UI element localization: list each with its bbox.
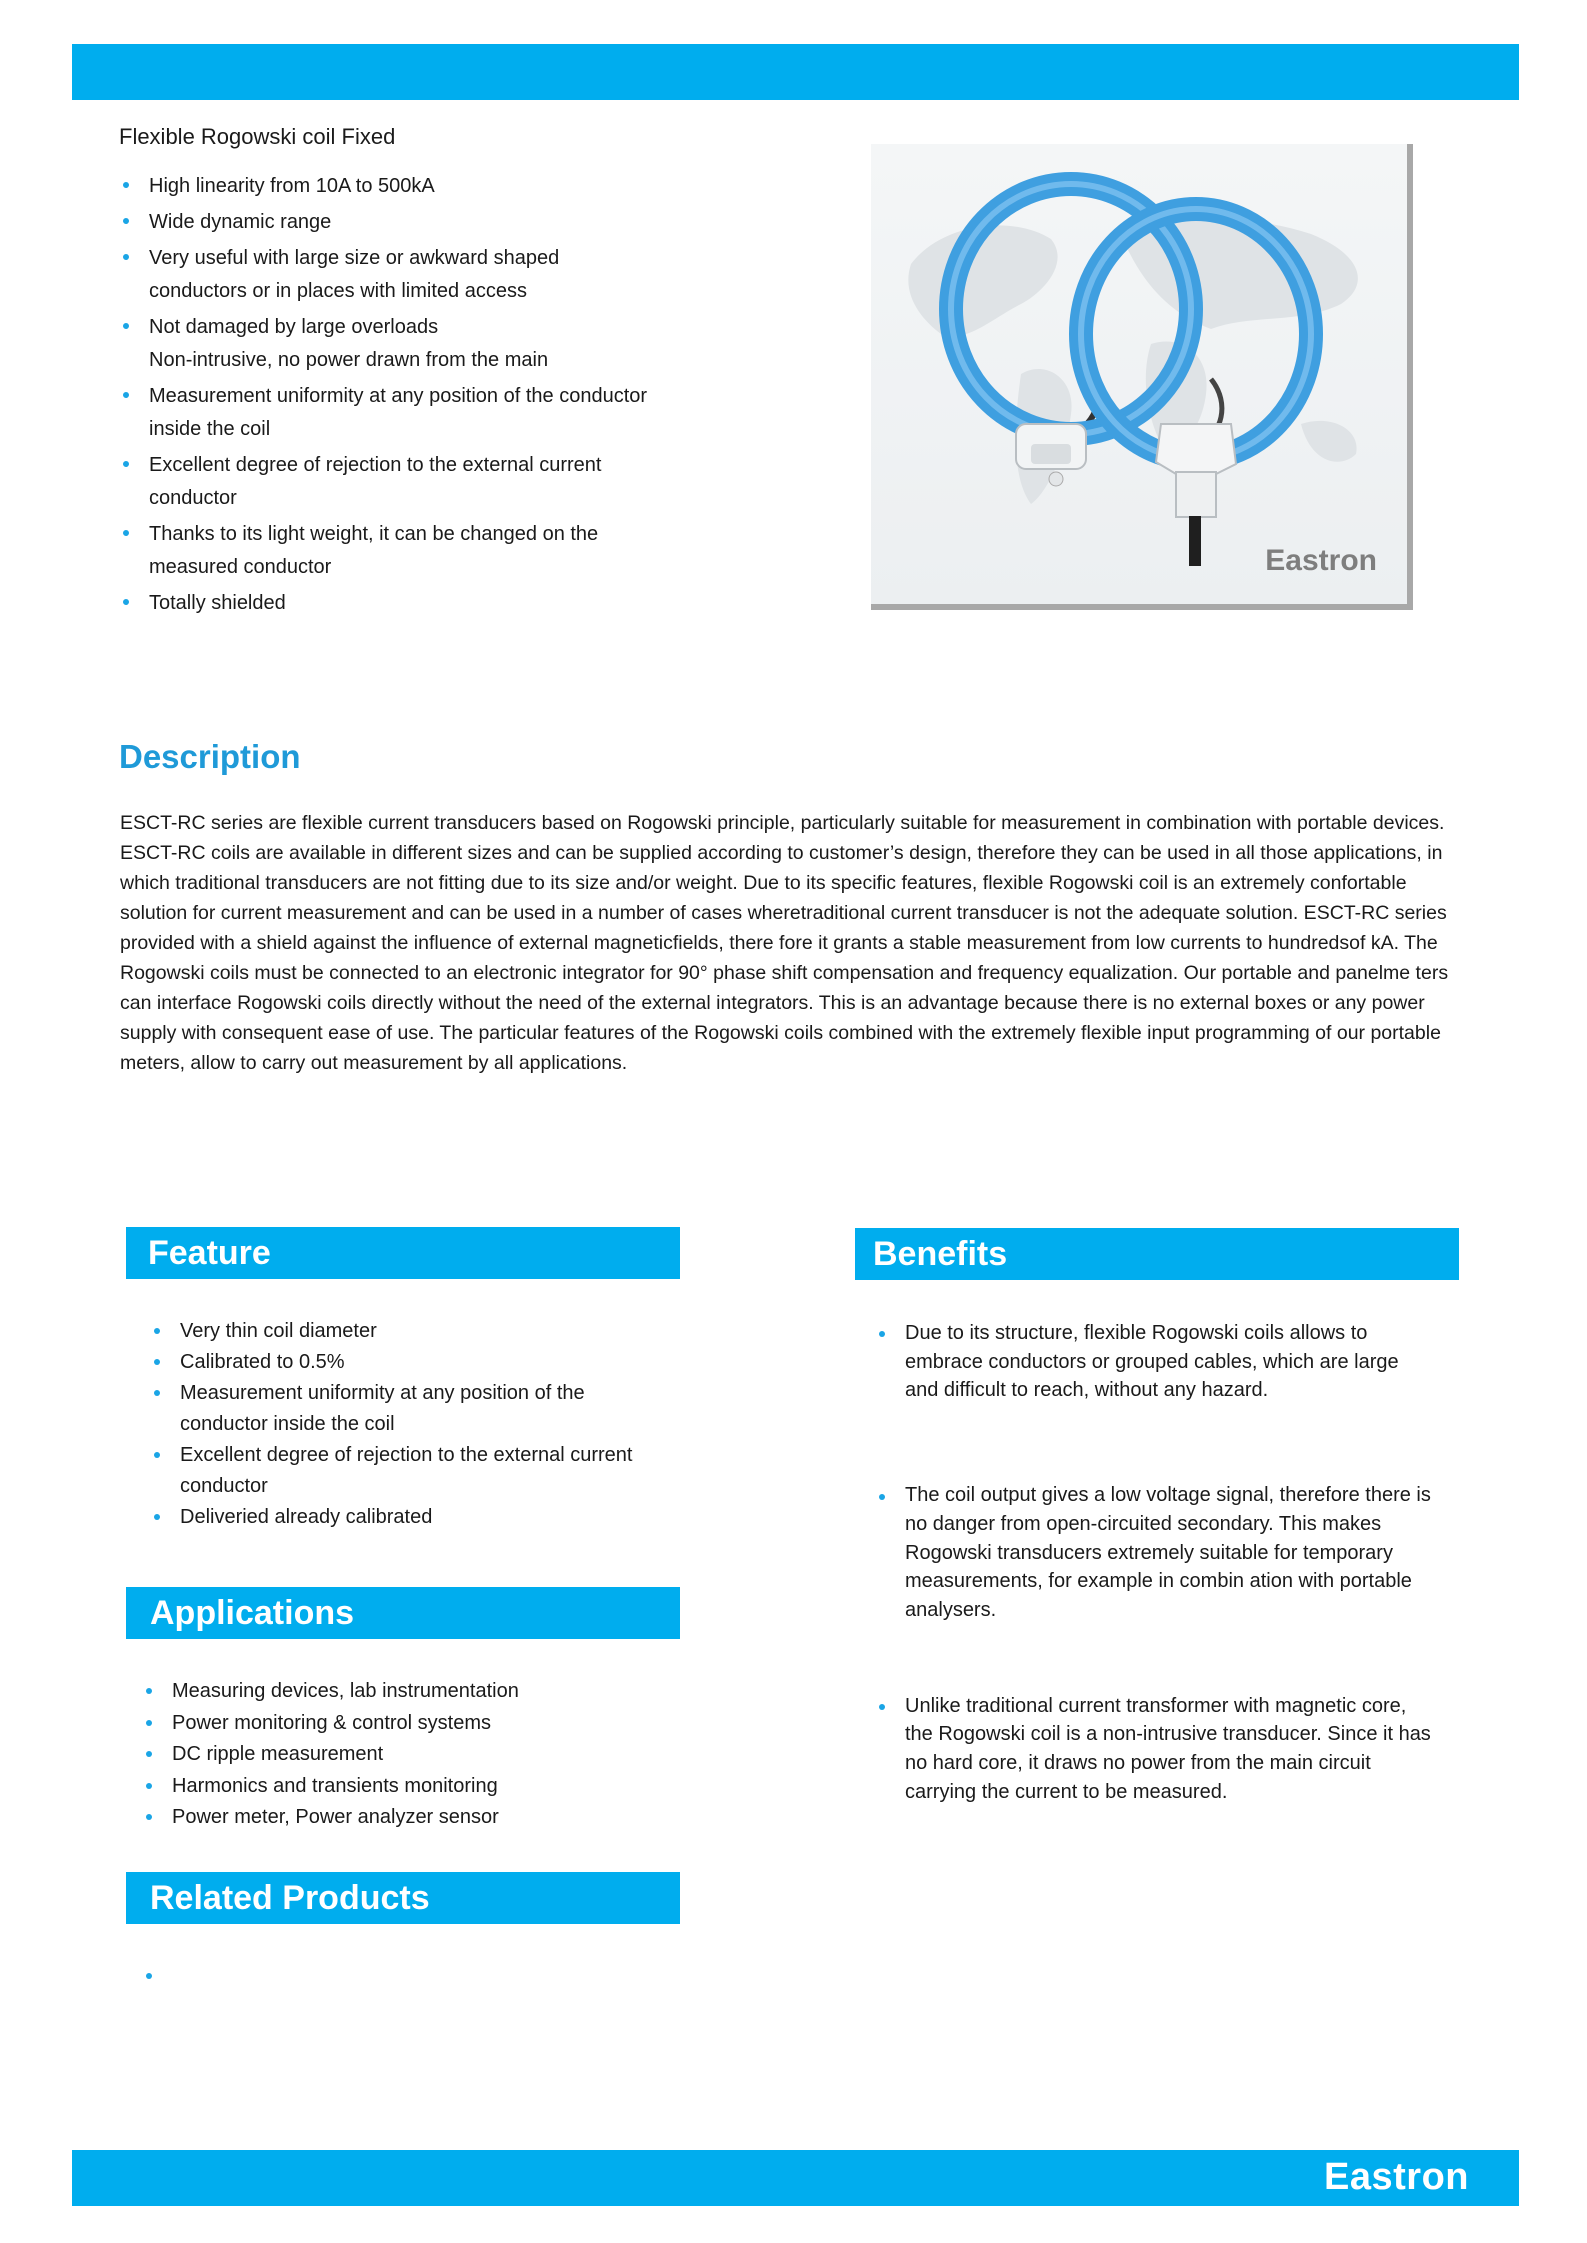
list-item: Unlike traditional current transformer with magnetic core, the Rogowski coil is a non-intrusive transducer. Since it has no hard core, it draws no power from the main circuit carrying the current to be measured.: [876, 1692, 1436, 1807]
product-brand-logo: Eastron: [1265, 544, 1377, 577]
product-image: [871, 144, 1413, 610]
list-item: [143, 1961, 343, 1991]
benefits-heading: Benefits: [855, 1228, 1459, 1280]
list-item: Due to its structure, flexible Rogowski coils allows to embrace conductors or grouped cables, which are large and difficult to reach, without any hazard.: [876, 1319, 1436, 1405]
applications-heading: Applications: [126, 1587, 680, 1639]
coil-lock: [1156, 424, 1236, 566]
list-item: Excellent degree of rejection to the external current conductor: [151, 1440, 671, 1502]
rogowski-coil-illustration: [871, 144, 1407, 604]
list-item: Very thin coil diameter: [151, 1316, 671, 1347]
list-item: Power meter, Power analyzer sensor: [143, 1802, 663, 1834]
list-item: The coil output gives a low voltage signal, therefore there is no danger from open-circuited secondary. This makes Rogowski transducers extremely suitable for temporary measurements, for example in combin ation with portable analysers.: [876, 1481, 1436, 1625]
description-heading: Description: [119, 738, 301, 775]
list-item: Measurement uniformity at any position of the conductor inside the coil: [151, 1378, 671, 1440]
feature-list: [151, 1316, 671, 1533]
list-item: Measuring devices, lab instrumentation: [143, 1676, 663, 1708]
list-item: Excellent degree of rejection to the external current conductor: [120, 449, 660, 515]
list-item: Very useful with large size or awkward shaped conductors or in places with limited access: [120, 242, 660, 308]
list-item: Measurement uniformity at any position of the conductor inside the coil: [120, 380, 660, 446]
list-item: Wide dynamic range: [120, 206, 660, 239]
list-item: Not damaged by large overloads: [120, 311, 660, 344]
list-item: Totally shielded: [120, 587, 660, 620]
feature-heading: Feature: [126, 1227, 680, 1279]
list-item: Harmonics and transients monitoring: [143, 1771, 663, 1803]
list-item: Calibrated to 0.5%: [151, 1347, 671, 1378]
list-item: Power monitoring & control systems: [143, 1708, 663, 1740]
list-item: Deliveried already calibrated: [151, 1502, 671, 1533]
header-bar: [72, 44, 1519, 100]
list-item: High linearity from 10A to 500kA: [120, 170, 660, 203]
intro-list: [120, 170, 660, 623]
list-item: Non-intrusive, no power drawn from the main: [149, 349, 549, 371]
footer-brand-logo: Eastron: [1324, 2156, 1469, 2198]
description-text: ESCT-RC series are flexible current transducers based on Rogowski principle, particularly suitable for measurement in combination with portable devices. ESCT-RC coils are available in different sizes and can be supplied according to customer’s design, therefore they can be used in all those applications, in which traditional transducers are not fitting due to its size and/or weight. Due to its specific features, flexible Rogowski coil is an extremely confortable solution for current measurement and can be used in a number of cases wheretraditional current transducer is not the adequate solution. ESCT-RC series provided with a shield against the influence of external magneticfields, there fore it grants a stable measurement from low currents to hundredsof kA. The Rogowski coils must be connected to an electronic integrator for 90° phase shift compensation and frequency equalization. Our portable and panelme ters can interface Rogowski coils directly without the need of the external integrators. This is an advantage because there is no external boxes or any power supply with consequent ease of use. The particular features of the Rogowski coils combined with the extremely flexible input programming of our portable meters, allow to carry out measurement by all applications.: [120, 812, 1449, 1074]
footer-bar: [72, 2150, 1519, 2206]
related-products-heading: Related Products: [126, 1872, 680, 1924]
applications-list: [143, 1676, 663, 1834]
related-products-list: [143, 1961, 343, 1991]
benefits-list: [876, 1319, 1436, 1806]
list-item: Thanks to its light weight, it can be changed on the measured conductor: [120, 518, 660, 584]
list-item: DC ripple measurement: [143, 1739, 663, 1771]
intro-title: Flexible Rogowski coil Fixed: [119, 124, 396, 149]
